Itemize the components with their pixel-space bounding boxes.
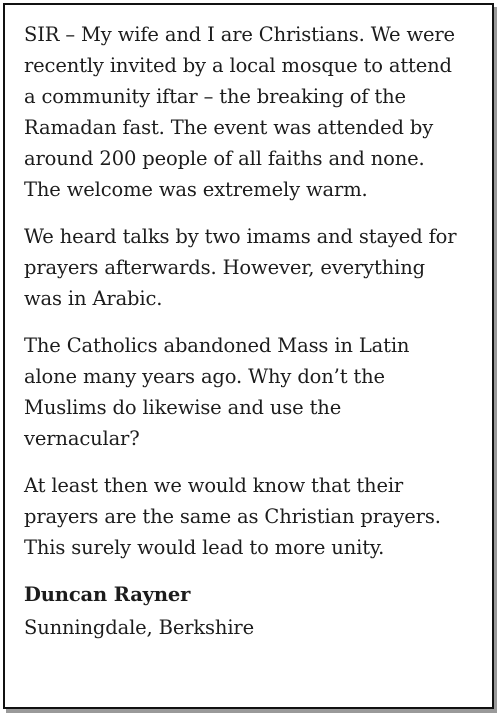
- text-line: prayers are the same as Christian prayers.: [24, 505, 441, 528]
- text-line: vernacular?: [24, 427, 140, 450]
- letter-paragraph-3: [24, 330, 488, 454]
- letter-body: [24, 19, 488, 643]
- text-line: SIR – My wife and I are Christians. We were: [24, 23, 455, 46]
- text-line: around 200 people of all faiths and none.: [24, 147, 425, 170]
- text-line: was in Arabic.: [24, 287, 163, 310]
- letter-paragraph-4: [24, 470, 488, 563]
- text-line: The Catholics abandoned Mass in Latin: [24, 334, 410, 357]
- author-location: Sunningdale, Berkshire: [24, 616, 254, 639]
- letter-frame: [3, 3, 494, 709]
- text-line: alone many years ago. Why don’t the: [24, 365, 385, 388]
- letter-paragraph-2: [24, 221, 488, 314]
- signature-block: [24, 579, 488, 643]
- letter-paragraph-1: [24, 19, 488, 205]
- text-line: We heard talks by two imams and stayed for: [24, 225, 457, 248]
- text-line: prayers afterwards. However, everything: [24, 256, 425, 279]
- text-line: recently invited by a local mosque to attend: [24, 54, 452, 77]
- author-name: Duncan Rayner: [24, 583, 191, 606]
- text-line: a community iftar – the breaking of the: [24, 85, 406, 108]
- text-line: Ramadan fast. The event was attended by: [24, 116, 434, 139]
- text-line: Muslims do likewise and use the: [24, 396, 342, 419]
- text-line: This surely would lead to more unity.: [24, 536, 385, 559]
- text-line: At least then we would know that their: [24, 474, 404, 497]
- text-line: The welcome was extremely warm.: [24, 178, 368, 201]
